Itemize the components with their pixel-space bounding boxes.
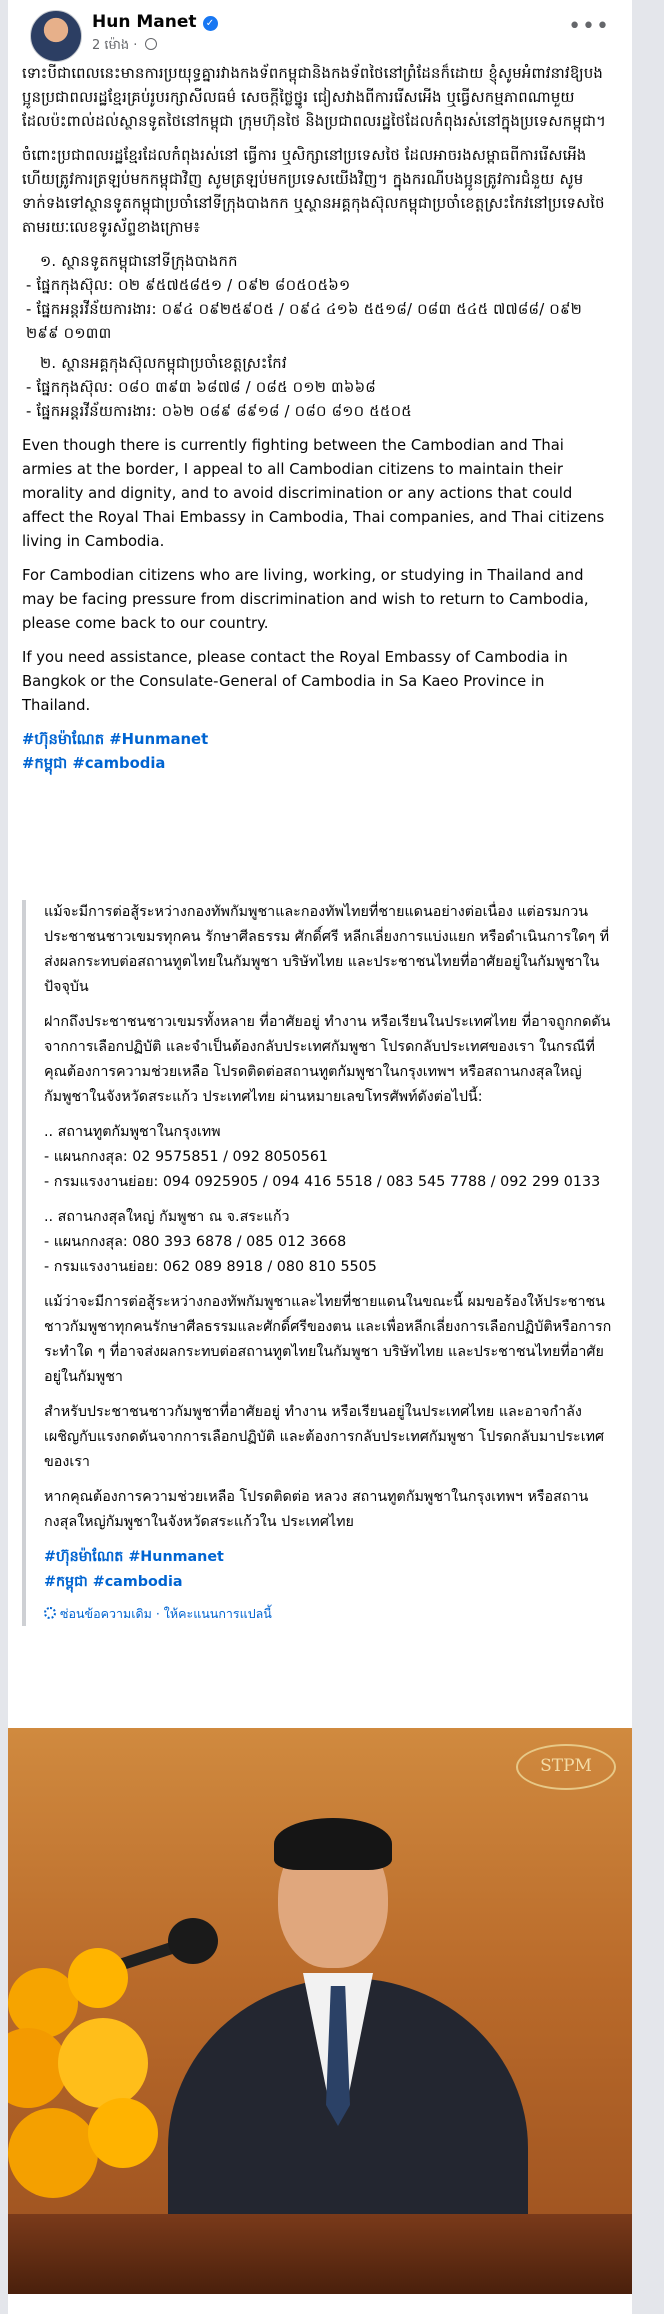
translation-section-2-line-1: - แผนกกงสุล: 080 393 6878 / 085 012 3668 — [44, 1234, 347, 1250]
khmer-paragraph-1: ទោះបីជាពេលនេះមានការប្រយុទ្ធគ្នារវាងកងទ័ពកម្ពុជានិងកងទ័ពថៃនៅព្រំដែនក៏ដោយ ខ្ញុំសូមអំពាវនាវឱ្យបងប្អូនប្រជាពលរដ្ឋខ្មែរគ្រប់រូបរក្សាសីលធម៌ សេចក្តីថ្លៃថ្នូរ ជៀសវាងពីការរើសអើង ឬធ្វើសកម្មភាពណាមួយដែលប៉ះពាល់ដល់ស្ថានទូតថៃនៅកម្ពុជា ក្រុមហ៊ុនថៃ និងប្រជាពលរដ្ឋថៃដែលកំពុងរស់នៅក្នុងប្រទេសកម្ពុជា។ — [22, 65, 607, 130]
english-paragraph-2: For Cambodian citizens who are living, working, or studying in Thailand and may be facing pressure from discrimination and wish to return to Cambodia, please come back to our country. — [22, 567, 589, 632]
translation-paragraph-2: ฝากถึงประชาชนชาวเขมรทั้งหลาย ที่อาศัยอยู่ ทำงาน หรือเรียนในประเทศไทย ที่อาจถูกกดดันจากการเลือกปฏิบัติ และจำเป็นต้องกลับประเทศกัมพูชา โปรดกลับประเทศของเรา ในกรณีที่คุณต้องการความช่วยเหลือ โปรดติดต่อสถานทูตกัมพูชาในกรุงเทพฯ หรือสถานกงสุลใหญ่กัมพูชาในจังหวัดสระแก้ว ประเทศไทย ผ่านหมายเลขโทรศัพท์ดังต่อไปนี้: — [44, 1014, 611, 1105]
translation-section-1-line-2: - กรมแรงงานย่อย: 094 0925905 / 094 416 5518 / 083 545 7788 / 092 299 0133 — [44, 1174, 601, 1190]
translation-hashtags-line-2[interactable]: #កម្ពុជា #cambodia — [44, 1574, 183, 1590]
translation-paragraph-4: สำหรับประชาชนชาวกัมพูชาที่อาศัยอยู่ ทำงาน หรือเรียนอยู่ในประเทศไทย และอาจกำลังเผชิญกับแรงกดดันจากการเลือกปฏิบัติ และต้องการกลับประเทศกัมพูชา โปรดกลับมาประเทศของเรา — [44, 1404, 605, 1470]
english-paragraph-1: Even though there is currently fighting between the Cambodian and Thai armies at the border, I appeal to all Cambodian citizens to maintain their morality and dignity, and to avoid discrimination or any actions that could affect the Royal Thai Embassy in Cambodia, Thai companies, and Thai citizens living in Cambodia. — [22, 437, 605, 550]
post-meta: 2 ម៉ោង · — [92, 37, 157, 56]
khmer-paragraph-2: ចំពោះប្រជាពលរដ្ឋខ្មែរដែលកំពុងរស់នៅ ធ្វើការ ឬសិក្សានៅប្រទេសថៃ ដែលអាចរងសម្ពាធពីការរើសអើង ហើយត្រូវការត្រឡប់មកកម្ពុជាវិញ សូមត្រឡប់មកប្រទេសយើងវិញ។ ក្នុងករណីបងប្អូនត្រូវការជំនួយ សូមទាក់ទងទៅស្ថានទូតកម្ពុជាប្រចាំនៅទីក្រុងបាងកក ឬស្ថានអគ្គកុងស៊ុលកម្ពុជាប្រចាំខេត្តស្រះកែវនៅប្រទេសថៃ តាមរយៈលេខទូរស័ព្ទខាងក្រោម៖ — [22, 147, 605, 236]
hashtags-line-1[interactable]: #ហ៊ុនម៉ាណែត #Hunmanet — [22, 731, 209, 748]
khmer-section-1-line-2: - ផ្នែកអន្តរវីន័យការងារ: ០៩៤ ០៩២៥៩០៥ / ០៩៤ ៤១៦ ៥៥១៨/ ០៨៣ ៥៤៥ ៧៧៨៨/ ០៩២ ២៩៩ ០១៣៣ — [26, 301, 583, 342]
more-options-icon[interactable]: ••• — [568, 14, 610, 39]
khmer-section-1-title: ១. ស្ថានទូតកម្ពុជានៅទីក្រុងបាងកក — [40, 253, 238, 270]
translation-footer[interactable] — [44, 1601, 616, 1626]
translation-section-2-line-2: - กรมแรงงานย่อย: 062 089 8918 / 080 810 5505 — [44, 1259, 377, 1275]
post-time[interactable]: 2 ម៉ោង — [92, 38, 130, 53]
avatar[interactable] — [30, 10, 82, 62]
author-name-text[interactable]: Hun Manet — [92, 12, 197, 32]
translation-hashtags-line-1[interactable]: #ហ៊ុនម៉ាណែត #Hunmanet — [44, 1549, 224, 1565]
post-body — [22, 62, 616, 776]
translation-paragraph-1: แม้จะมีการต่อสู้ระหว่างกองทัพกัมพูชาและกองทัพไทยที่ชายแดนอย่างต่อเนื่อง แต่อรมกวนประชาชนชาวเขมรทุกคน รักษาศีลธรรม ศักดิ์ศรี หลีกเลี่ยงการแบ่งแยก หรือดำเนินการใดๆ ที่ส่งผลกระทบต่อสถานทูตไทยในกัมพูชา บริษัทไทย และประชาชนไทยที่อาศัยอยู่ในกัมพูชาในปัจจุบัน — [44, 904, 610, 995]
post-photo[interactable] — [8, 1728, 632, 2294]
translation-section-1-title: .. สถานทูตกัมพูชาในกรุงเทพ — [44, 1124, 221, 1140]
translation-section-2-title: .. สถานกงสุลใหญ่ กัมพูชา ณ จ.สระแก้ว — [44, 1209, 290, 1225]
post-card — [8, 0, 632, 2314]
translate-gear-icon — [44, 1607, 56, 1619]
translation-section-1-line-1: - แผนกกงสุล: 02 9575851 / 092 8050561 — [44, 1149, 329, 1165]
flower-arrangement — [8, 1948, 178, 2248]
speaker-hair — [274, 1818, 392, 1870]
khmer-section-2-line-1: - ផ្នែកកុងស៊ុល: ០៨០ ៣៩៣ ៦៨៧៨ / ០៨៥ ០១២ ៣៦៦៨ — [26, 379, 376, 396]
reactions-bar[interactable] — [8, 2294, 632, 2314]
stpm-watermark-logo: STPM — [516, 1744, 616, 1790]
translation-footer-text[interactable]: ซ่อนข้อความเดิม · ให้คะแนนการแปลนี้ — [60, 1606, 272, 1621]
podium — [8, 2214, 632, 2294]
khmer-section-2-title: ២. ស្ថានអគ្គកុងស៊ុលកម្ពុជាប្រចាំខេត្តស្រះកែវ — [40, 355, 287, 372]
khmer-section-1-line-1: - ផ្នែកកុងស៊ុល: ០២ ៩៥៧៥៨៥១ / ០៩២ ៨០៥០៥៦១ — [26, 277, 351, 294]
hashtags-line-2[interactable]: #កម្ពុជា #cambodia — [22, 755, 166, 772]
author-name[interactable] — [92, 12, 218, 32]
globe-icon — [145, 38, 157, 50]
translation-paragraph-5: หากคุณต้องการความช่วยเหลือ โปรดติดต่อ หลวง สถานทูตกัมพูชาในกรุงเทพฯ หรือสถานกงสุลใหญ่กัมพูชาในจังหวัดสระแก้วใน ประเทศไทย — [44, 1489, 589, 1530]
translation-block — [22, 900, 616, 1626]
post-header — [22, 6, 622, 60]
verified-badge-icon: ✓ — [203, 16, 218, 31]
english-paragraph-3: If you need assistance, please contact the Royal Embassy of Cambodia in Bangkok or the Consulate-General of Cambodia in Sa Kaeo Province in Thailand. — [22, 649, 568, 714]
translation-paragraph-3: แม้ว่าจะมีการต่อสู้ระหว่างกองทัพกัมพูชาและไทยที่ชายแดนในขณะนี้ ผมขอร้องให้ประชาชนชาวกัมพูชาทุกคนรักษาศีลธรรมและศักดิ์ศรีของตน และเพื่อหลีกเลี่ยงการเลือกปฏิบัติหรือการกระทำใด ๆ ที่อาจส่งผลกระทบต่อสถานทูตไทยในกัมพูชา บริษัทไทย และประชาชนไทยที่อาศัยอยู่ในกัมพูชา — [44, 1294, 612, 1385]
khmer-section-2-line-2: - ផ្នែកអន្តរវីន័យការងារ: ០៦២ ០៨៩ ៨៩១៨ / ០៨០ ៨១០ ៥៥០៥ — [26, 403, 412, 420]
